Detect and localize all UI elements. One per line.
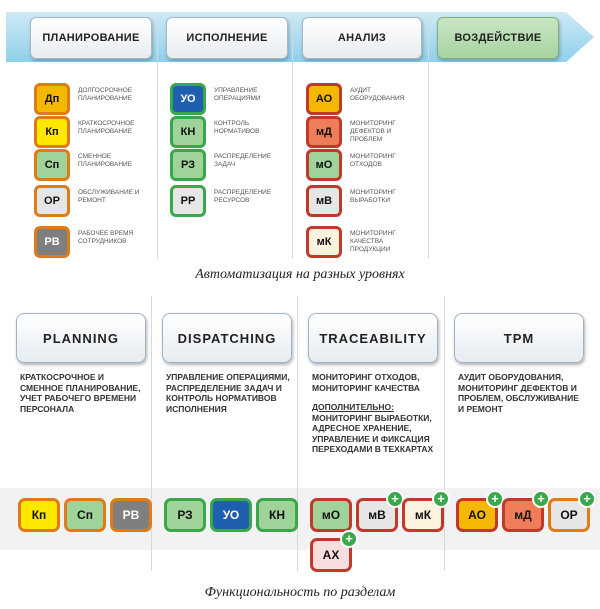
- tile-tpm: мД: [502, 498, 544, 532]
- badge-label: МОНИТОРИНГ ВЫРАБОТКИ: [350, 189, 396, 204]
- tile-dispatching: РЗ: [164, 498, 206, 532]
- section-desc-traceability: МОНИТОРИНГ ОТХОДОВ, МОНИТОРИНГ КАЧЕСТВА ДОПОЛНИТЕЛЬНО: МОНИТОРИНГ ВЫРАБОТКИ, АДРЕСНОЕ ХРАНЕНИЕ, УПРАВЛЕНИЕ И ФИКСАЦИЯ ПЕРЕХОДАМИ В ТЕХКАРТАХ: [312, 372, 442, 455]
- badge-label: СМЕННОЕ ПЛАНИРОВАНИЕ: [78, 153, 133, 168]
- extra-heading: ДОПОЛНИТЕЛЬНО:: [312, 402, 394, 412]
- column-divider: [428, 14, 429, 259]
- badge-execution: РР: [170, 185, 206, 217]
- badge-planning: Сп: [34, 149, 70, 181]
- badge-label: КРАТКОСРОЧНОЕ ПЛАНИРОВАНИЕ: [78, 120, 135, 135]
- badge-label: КОНТРОЛЬ НОРМАТИВОВ: [214, 120, 260, 135]
- badge-label: МОНИТОРИНГ КАЧЕСТВА ПРОДУКЦИИ: [350, 230, 396, 253]
- badge-label: РАСПРЕДЕЛЕНИЕ РЕСУРСОВ: [214, 189, 272, 204]
- badge-label: УПРАВЛЕНИЕ ОПЕРАЦИЯМИ: [214, 87, 261, 102]
- badge-label: РАСПРЕДЕЛЕНИЕ ЗАДАЧ: [214, 153, 272, 168]
- section-divider: [297, 296, 298, 571]
- tile-dispatching: КН: [256, 498, 298, 532]
- plus-icon: +: [486, 490, 504, 508]
- tile-planning: Сп: [64, 498, 106, 532]
- section-divider: [444, 296, 445, 571]
- caption-top: Автоматизация на разных уровнях: [195, 267, 405, 282]
- stage-planning: ПЛАНИРОВАНИЕ: [30, 17, 152, 59]
- section-desc-dispatching: УПРАВЛЕНИЕ ОПЕРАЦИЯМИ, РАСПРЕДЕЛЕНИЕ ЗАДАЧ И КОНТРОЛЬ НОРМАТИВОВ ИСПОЛНЕНИЯ: [166, 372, 290, 414]
- badge-planning: РВ: [34, 226, 70, 258]
- badge-label: РАБОЧЕЕ ВРЕМЯ СОТРУДНИКОВ: [78, 230, 134, 245]
- column-divider: [157, 14, 158, 259]
- badge-label: МОНИТОРИНГ ДЕФЕКТОВ И ПРОБЛЕМ: [350, 120, 396, 143]
- tile-traceability: АХ: [310, 538, 352, 572]
- plus-icon: +: [578, 490, 596, 508]
- plus-icon: +: [532, 490, 550, 508]
- badge-execution: УО: [170, 83, 206, 115]
- stage-analysis: АНАЛИЗ: [302, 17, 422, 59]
- stage-impact: ВОЗДЕЙСТВИЕ: [437, 17, 559, 59]
- section-divider: [151, 296, 152, 571]
- tile-dispatching: УО: [210, 498, 252, 532]
- badge-analysis: АО: [306, 83, 342, 115]
- tile-tpm: ОР: [548, 498, 590, 532]
- badge-label: ОБСЛУЖИВАНИЕ И РЕМОНТ: [78, 189, 140, 204]
- badge-execution: РЗ: [170, 149, 206, 181]
- section-title-planning: PLANNING: [16, 313, 146, 363]
- badge-planning: Дп: [34, 83, 70, 115]
- badge-analysis: мВ: [306, 185, 342, 217]
- badge-label: АУДИТ ОБОРУДОВАНИЯ: [350, 87, 405, 102]
- tile-traceability: мО: [310, 498, 352, 532]
- badge-analysis: мК: [306, 226, 342, 258]
- badge-label: ДОЛГОСРОЧНОЕ ПЛАНИРОВАНИЕ: [78, 87, 133, 102]
- section-desc-tpm: АУДИТ ОБОРУДОВАНИЯ, МОНИТОРИНГ ДЕФЕКТОВ И ПРОБЛЕМ, ОБСЛУЖИВАНИЕ И РЕМОНТ: [458, 372, 579, 414]
- stage-execution: ИСПОЛНЕНИЕ: [166, 17, 288, 59]
- tile-tpm: АО: [456, 498, 498, 532]
- badge-planning: ОР: [34, 185, 70, 217]
- badge-label: МОНИТОРИНГ ОТХОДОВ: [350, 153, 396, 168]
- section-title-traceability: TRACEABILITY: [308, 313, 438, 363]
- section-title-tpm: TPM: [454, 313, 584, 363]
- badge-analysis: мД: [306, 116, 342, 148]
- badge-planning: Кп: [34, 116, 70, 148]
- caption-bottom: Функциональность по разделам: [204, 585, 396, 600]
- section-title-dispatching: DISPATCHING: [162, 313, 292, 363]
- tile-traceability: мВ: [356, 498, 398, 532]
- tile-planning: Кп: [18, 498, 60, 532]
- section-desc-planning: КРАТКОСРОЧНОЕ И СМЕННОЕ ПЛАНИРОВАНИЕ, УЧЕТ РАБОЧЕГО ВРЕМЕНИ ПЕРСОНАЛА: [20, 372, 141, 414]
- column-divider: [292, 14, 293, 259]
- badge-analysis: мО: [306, 149, 342, 181]
- badge-execution: КН: [170, 116, 206, 148]
- plus-icon: +: [432, 490, 450, 508]
- tile-planning: РВ: [110, 498, 152, 532]
- plus-icon: +: [340, 530, 358, 548]
- tile-traceability: мК: [402, 498, 444, 532]
- plus-icon: +: [386, 490, 404, 508]
